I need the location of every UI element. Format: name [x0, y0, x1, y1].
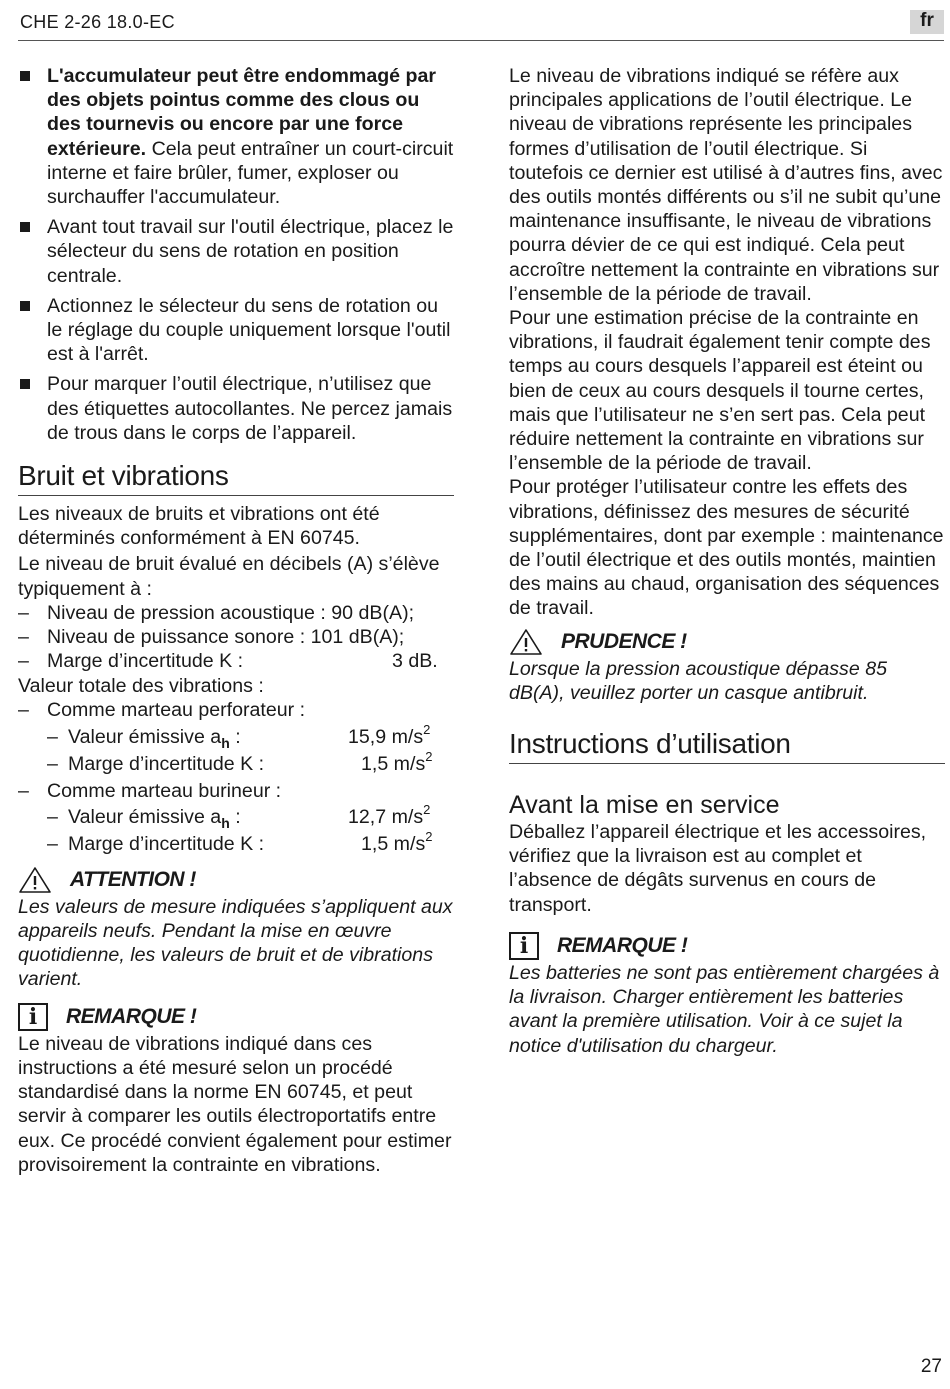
- remark-heading: [18, 1002, 454, 1032]
- right-column: [509, 64, 945, 1058]
- vibration-paragraph-1: Le niveau de vibrations indiqué se réfère aux principales applications de l’outil électrique. Le niveau de vibrations représente les principales formes d’utilisation de l’outil électrique. Si toutefois ce dernier est utilisé à d’autres fins, avec des outils montés différents ou s’il ne subit qu’une maintenance insuffisante, le niveau de vibrations pourra dévier de ce qui est indiqué. Cela peut accroître nettement la contrainte en vibrations sur l’ensemble de la période de travail.: [509, 65, 943, 305]
- noise-pressure: – Niveau de pression acoustique : 90 dB(A);: [18, 601, 415, 624]
- attention-title: ATTENTION !: [70, 867, 196, 891]
- chisel-uncertainty: – Marge d’incertitude K : 1,5 $m/s^2$: [47, 829, 433, 855]
- prudence-text: Lorsque la pression acoustique dépasse 85 dB(A), veuillez porter un casque antibruit.: [509, 657, 887, 704]
- noise-uncertainty: – Marge d’incertitude K : 3 dB.: [18, 650, 438, 673]
- remark-text: Les batteries ne sont pas entièrement chargées à la livraison. Charger entièrement les batteries avant la première utilisation. Voir à ce sujet la notice d'utilisation du chargeur.: [509, 961, 940, 1057]
- section-title-noise: Bruit et vibrations: [18, 459, 454, 496]
- hammer-mode: – Comme marteau perforateur :: [18, 699, 306, 722]
- warning-triangle-icon: [509, 628, 543, 656]
- list-item: Actionnez le sélecteur du sens de rotation ou le réglage du couple uniquement lorsque l'outil est à l'arrêt.: [18, 294, 454, 367]
- remark-title: REMARQUE !: [66, 1004, 197, 1028]
- remark-text: Le niveau de vibrations indiqué dans ces instructions a été mesuré selon un procédé standardisé dans la norme EN 60745, et peut servir à comparer les outils électroportatifs entre eux. Ce procédé convient également pour estimer provisoirement la contrainte en vibrations.: [18, 1032, 452, 1176]
- square-bullet-icon: [20, 71, 30, 81]
- list-item: Pour marquer l’outil électrique, n’utilisez que des étiquettes autocollantes. Ne percez jamais de trous dans le corps de l’appareil.: [18, 372, 454, 445]
- prudence-heading: [509, 627, 945, 657]
- model-name: CHE 2-26 18.0-EC: [20, 12, 175, 32]
- page-header: [18, 10, 944, 41]
- square-bullet-icon: [20, 222, 30, 232]
- remark-title: REMARQUE !: [557, 933, 688, 957]
- section-title-instructions: Instructions d’utilisation: [509, 727, 945, 764]
- page-number: 27: [920, 1356, 942, 1377]
- subsection-title: Avant la mise en service: [509, 791, 780, 820]
- language-badge: fr: [910, 10, 944, 34]
- prudence-title: PRUDENCE !: [561, 629, 687, 653]
- list-item: Avant tout travail sur l'outil électrique, placez le sélecteur du sens de rotation en position centrale.: [18, 215, 454, 288]
- list-item: L'accumulateur peut être endommagé par des objets pointus comme des clous ou des tournevis ou encore par une force extérieure. Cela peut entraîner un court-circuit interne et faire brûler, fumer, exploser ou surchauffer l'accumulateur.: [18, 64, 454, 209]
- vibration-title: Valeur totale des vibrations :: [18, 675, 264, 698]
- info-icon: i: [509, 932, 539, 960]
- square-bullet-icon: [20, 379, 30, 389]
- square-bullet-icon: [20, 301, 30, 311]
- noise-power: – Niveau de puissance sonore : 101 dB(A);: [18, 626, 405, 649]
- subsection-text: Déballez l’appareil électrique et les accessoires, vérifiez que la livraison est au complet et l’absence de dégâts survenus en cours de transport.: [509, 821, 927, 916]
- info-icon: i: [18, 1003, 48, 1031]
- attention-heading: [18, 865, 454, 895]
- remark-heading: [509, 931, 945, 961]
- vibration-paragraph-2: Pour une estimation précise de la contrainte en vibrations, il faudrait également tenir compte des temps au cours desquels l’appareil est éteint ou bien de ceux au cours desquels il tourne certes, mais que l’utilisateur ne s’en sert pas. Cela peut réduire nettement la contrainte en vibrations sur l’ensemble de la période de travail.: [509, 307, 931, 475]
- warning-triangle-icon: [18, 866, 52, 894]
- noise-intro: Les niveaux de bruits et vibrations ont été déterminés conformément à EN 60745.: [18, 503, 380, 550]
- safety-bullet-list: [18, 64, 454, 445]
- attention-text: Les valeurs de mesure indiquées s’appliquent aux appareils neufs. Pendant la mise en œuvre quotidienne, les valeurs de bruit et de vibrations varient.: [18, 895, 453, 991]
- chisel-mode: – Comme marteau burineur :: [18, 779, 282, 802]
- left-column: [18, 64, 454, 1177]
- hammer-emission: – Valeur émissive $a_h$ : 15,9 $m/s^2$: [47, 722, 431, 751]
- hammer-uncertainty: – Marge d’incertitude K : 1,5 $m/s^2$: [47, 749, 433, 775]
- vibration-paragraph-3: Pour protéger l’utilisateur contre les effets des vibrations, définissez des mesures de sécurité supplémentaires, dont par exemple : maintenance de l’outil électrique et des outils montés, maintien des mains au chaud, organisation des séquences de travail.: [509, 476, 944, 620]
- noise-intro-2: Le niveau de bruit évalué en décibels (A) s’élève typiquement à :: [18, 553, 440, 600]
- chisel-emission: – Valeur émissive $a_h$ : 12,7 $m/s^2$: [47, 802, 431, 831]
